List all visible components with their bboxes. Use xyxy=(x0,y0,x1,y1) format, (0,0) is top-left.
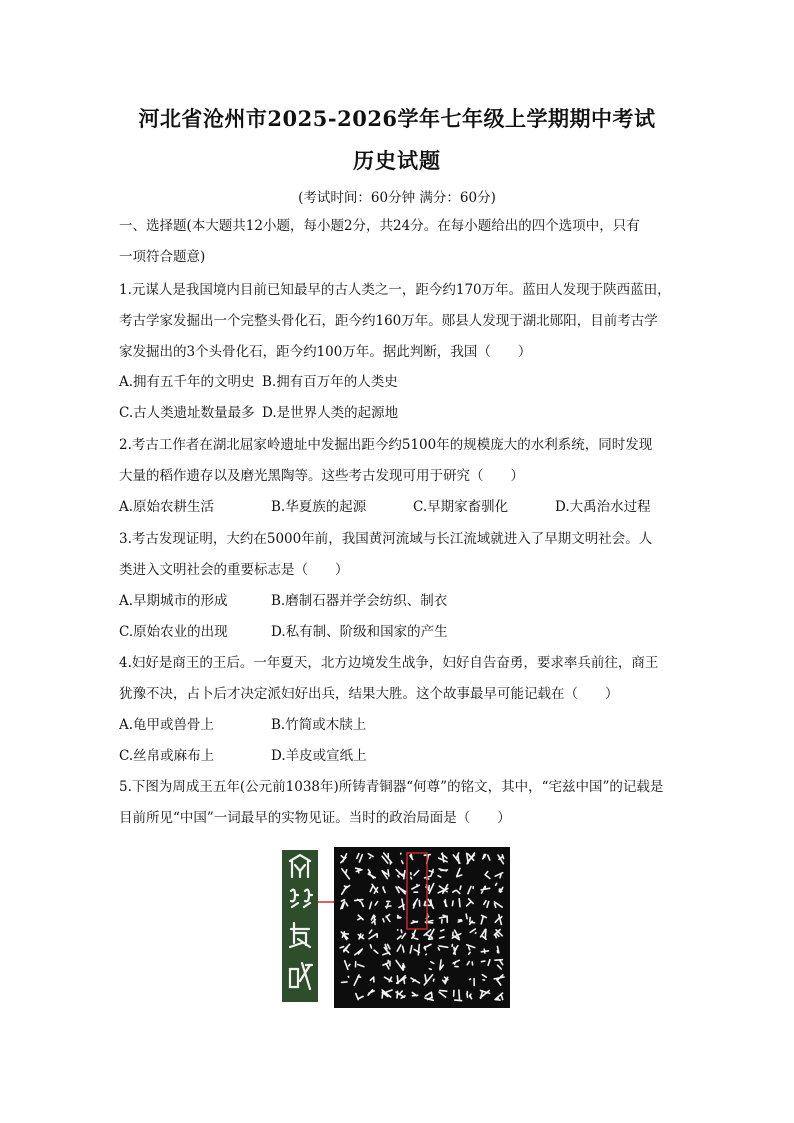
inscription-rubbing xyxy=(334,847,510,1008)
question-1-line-2: 考古学家发掘出一个完整头骨化石，距今约160万年。郧县人发现于湖北郧阳，目前考古学 xyxy=(119,313,658,329)
q2-option-d: D.大禹治水过程 xyxy=(555,499,651,515)
q1-option-a: A.拥有五千年的文明史 xyxy=(119,374,255,390)
question-1-line-1: 1.元谋人是我国境内目前已知最早的古人类之一，距今约170万年。蓝田人发现于陕西蓝田， xyxy=(119,282,671,298)
question-5-line-2: 目前所见“中国”一词最早的实物见证。当时的政治局面是（ ） xyxy=(119,810,511,826)
q1-option-b: B.拥有百万年的人类史 xyxy=(262,374,398,390)
q2-option-a: A.原始农耕生活 xyxy=(119,499,215,515)
q4-option-d: D.羊皮或宣纸上 xyxy=(271,748,367,764)
section-heading-cont: 一项符合题意) xyxy=(119,249,206,265)
q1-option-d: D.是世界人类的起源地 xyxy=(262,405,399,421)
q4-option-b: B.竹简或木牍上 xyxy=(271,717,367,733)
q4-option-a: A.龟甲或兽骨上 xyxy=(119,717,215,733)
question-4-line-1: 4.妇好是商王的王后。一年夏天，北方边境发生战争，妇好自告奋勇，要求率兵前往，商王 xyxy=(119,655,659,671)
subject-title: 历史试题 xyxy=(353,148,441,173)
section-heading: 一、选择题(本大题共12小题，每小题2分，共24分。在每小题给出的四个选项中，只有 xyxy=(119,218,640,234)
question-3-line-1: 3.考古发现证明，大约在5000年前，我国黄河流域与长江流域就进入了早期文明社会。人 xyxy=(119,531,653,547)
q2-option-b: B.华夏族的起源 xyxy=(271,499,367,515)
q3-option-b: B.磨制石器并学会纺织、制衣 xyxy=(271,593,448,609)
question-4-line-2: 犹豫不决，占卜后才决定派妇好出兵，结果大胜。这个故事最早可能记载在（ ） xyxy=(119,686,619,702)
he-zun-inscription-figure xyxy=(282,847,510,1008)
exam-title: 河北省沧州市2025-2026学年七年级上学期期中考试 xyxy=(138,106,656,131)
q2-option-c: C.早期家畜驯化 xyxy=(413,499,509,515)
q4-option-c: C.丝帛或麻布上 xyxy=(119,748,215,764)
question-1-line-3: 家发掘出的3个头骨化石，距今约100万年。据此判断，我国（ ） xyxy=(119,344,532,360)
question-5-line-1: 5.下图为周成王五年(公元前1038年)所铸青铜器“何尊”的铭文，其中，“宅兹中国”的记载是 xyxy=(119,779,664,795)
question-3-line-2: 类进入文明社会的重要标志是（ ） xyxy=(119,562,349,578)
question-2-line-1: 2.考古工作者在湖北屈家岭遗址中发掘出距今约5100年的规模庞大的水利系统，同时发现 xyxy=(119,437,653,453)
q3-option-a: A.早期城市的形成 xyxy=(119,593,228,609)
question-2-line-2: 大量的稻作遗存以及磨光黑陶等。这些考古发现可用于研究（ ） xyxy=(119,468,524,484)
q3-option-c: C.原始农业的出现 xyxy=(119,624,228,640)
exam-info: (考试时间：60分钟 满分：60分) xyxy=(298,190,496,206)
q1-option-c: C.古人类遗址数量最多 xyxy=(119,405,255,421)
q3-option-d: D.私有制、阶级和国家的产生 xyxy=(271,624,448,640)
